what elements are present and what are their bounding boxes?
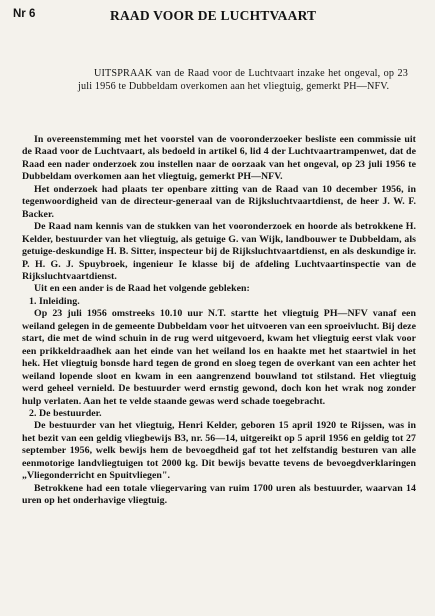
issue-number: Nr 6 (13, 8, 36, 20)
paragraph: Op 23 juli 1956 omstreeks 10.10 uur N.T. startte het vliegtuig PH—NFV vanaf een weiland gelegen in de gemeente Dubbeldam voor het uitvoeren van een sproeivlucht. Bij deze start, die met de wind schuin in de rug werd uitgevoerd, kwam het vliegtuig eerst vlak voor een prikkeldraadhek aan het einde van het weiland los en haakte met het staartwiel in het hek. Het vliegtuig bonsde hard tegen de grond en sloeg tegen de overkant van een achter het weiland lopende sloot en kwam in een aangrenzend bouwland tot stilstand. Het vliegtuig werd geheel vernield. De bestuurder werd ernstig gewond, doch kon het wrak nog zonder hulp verlaten. Aan het te velde staande gewas werd schade toegebracht. (22, 308, 416, 407)
page-title: RAAD VOOR DE LUCHTVAART (110, 8, 317, 23)
section-heading-inleiding: 1. Inleiding. (29, 295, 80, 307)
paragraph: In overeenstemming met het voorstel van de vooronderzoeker besliste een commissie uit de Raad voor de Luchtvaart, als bedoeld in artikel 6, lid 4 der Luchtvaartrampenwet, dat de Raad een nader onderzoek zou instellen naar de oorzaak van het ongeval, op 23 juli 1956 te Dubbeldam overkomen aan het vliegtuig, gemerkt PH—NFV. (22, 134, 416, 183)
document-body (22, 134, 416, 508)
paragraph: De bestuurder van het vliegtuig, Henri Kelder, geboren 15 april 1920 te Rijssen, was in het bezit van een geldig vliegbewijs B3, nr. 56—14, uitgereikt op 5 april 1956 en geldig tot 27 september 1956, welk bewijs hem de bevoegdheid gaf tot het zelfstandig besturen van alle eenmotorige landvliegtuigen tot 2000 kg. Dit bewijs bevatte tevens de bevoegdverklaringen „Vliegonderricht en Spuitvliegen". (22, 420, 416, 482)
section-heading-bestuurder: 2. De bestuurder. (29, 407, 102, 419)
paragraph: Het onderzoek had plaats ter openbare zitting van de Raad van 10 december 1956, in tegenwoordigheid van de directeur-generaal van de Rijksluchtvaartdienst, de heer J. W. F. Backer. (22, 183, 416, 220)
page-header (13, 8, 422, 26)
paragraph: De Raad nam kennis van de stukken van het vooronderzoek en hoorde als betrokkene H. Kelder, bestuurder van het vliegtuig, als getuige G. van Wijk, landbouwer te Dubbeldam, als getuige-deskundige H. B. Sitter, inspecteur bij de Rijksluchtvaartdienst, en als deskundige ir. P. H. G. J. Spuybroek, ingenieur Ie klasse bij de afdeling Luchtvaartinspectie van de Rijksluchtvaartdienst. (22, 221, 416, 282)
paragraph: Uit en een ander is de Raad het volgende gebleken: (34, 283, 250, 295)
paragraph: Betrokkene had een totale vliegervaring van ruim 1700 uren als bestuurder, waarvan 14 uren op het onderhavige vliegtuig. (22, 482, 416, 507)
verdict-intro: UITSPRAAK van de Raad voor de Luchtvaart inzake het ongeval, op 23 juli 1956 te Dubbeldam overkomen aan het vliegtuig, gemerkt PH—NFV. (78, 68, 408, 92)
